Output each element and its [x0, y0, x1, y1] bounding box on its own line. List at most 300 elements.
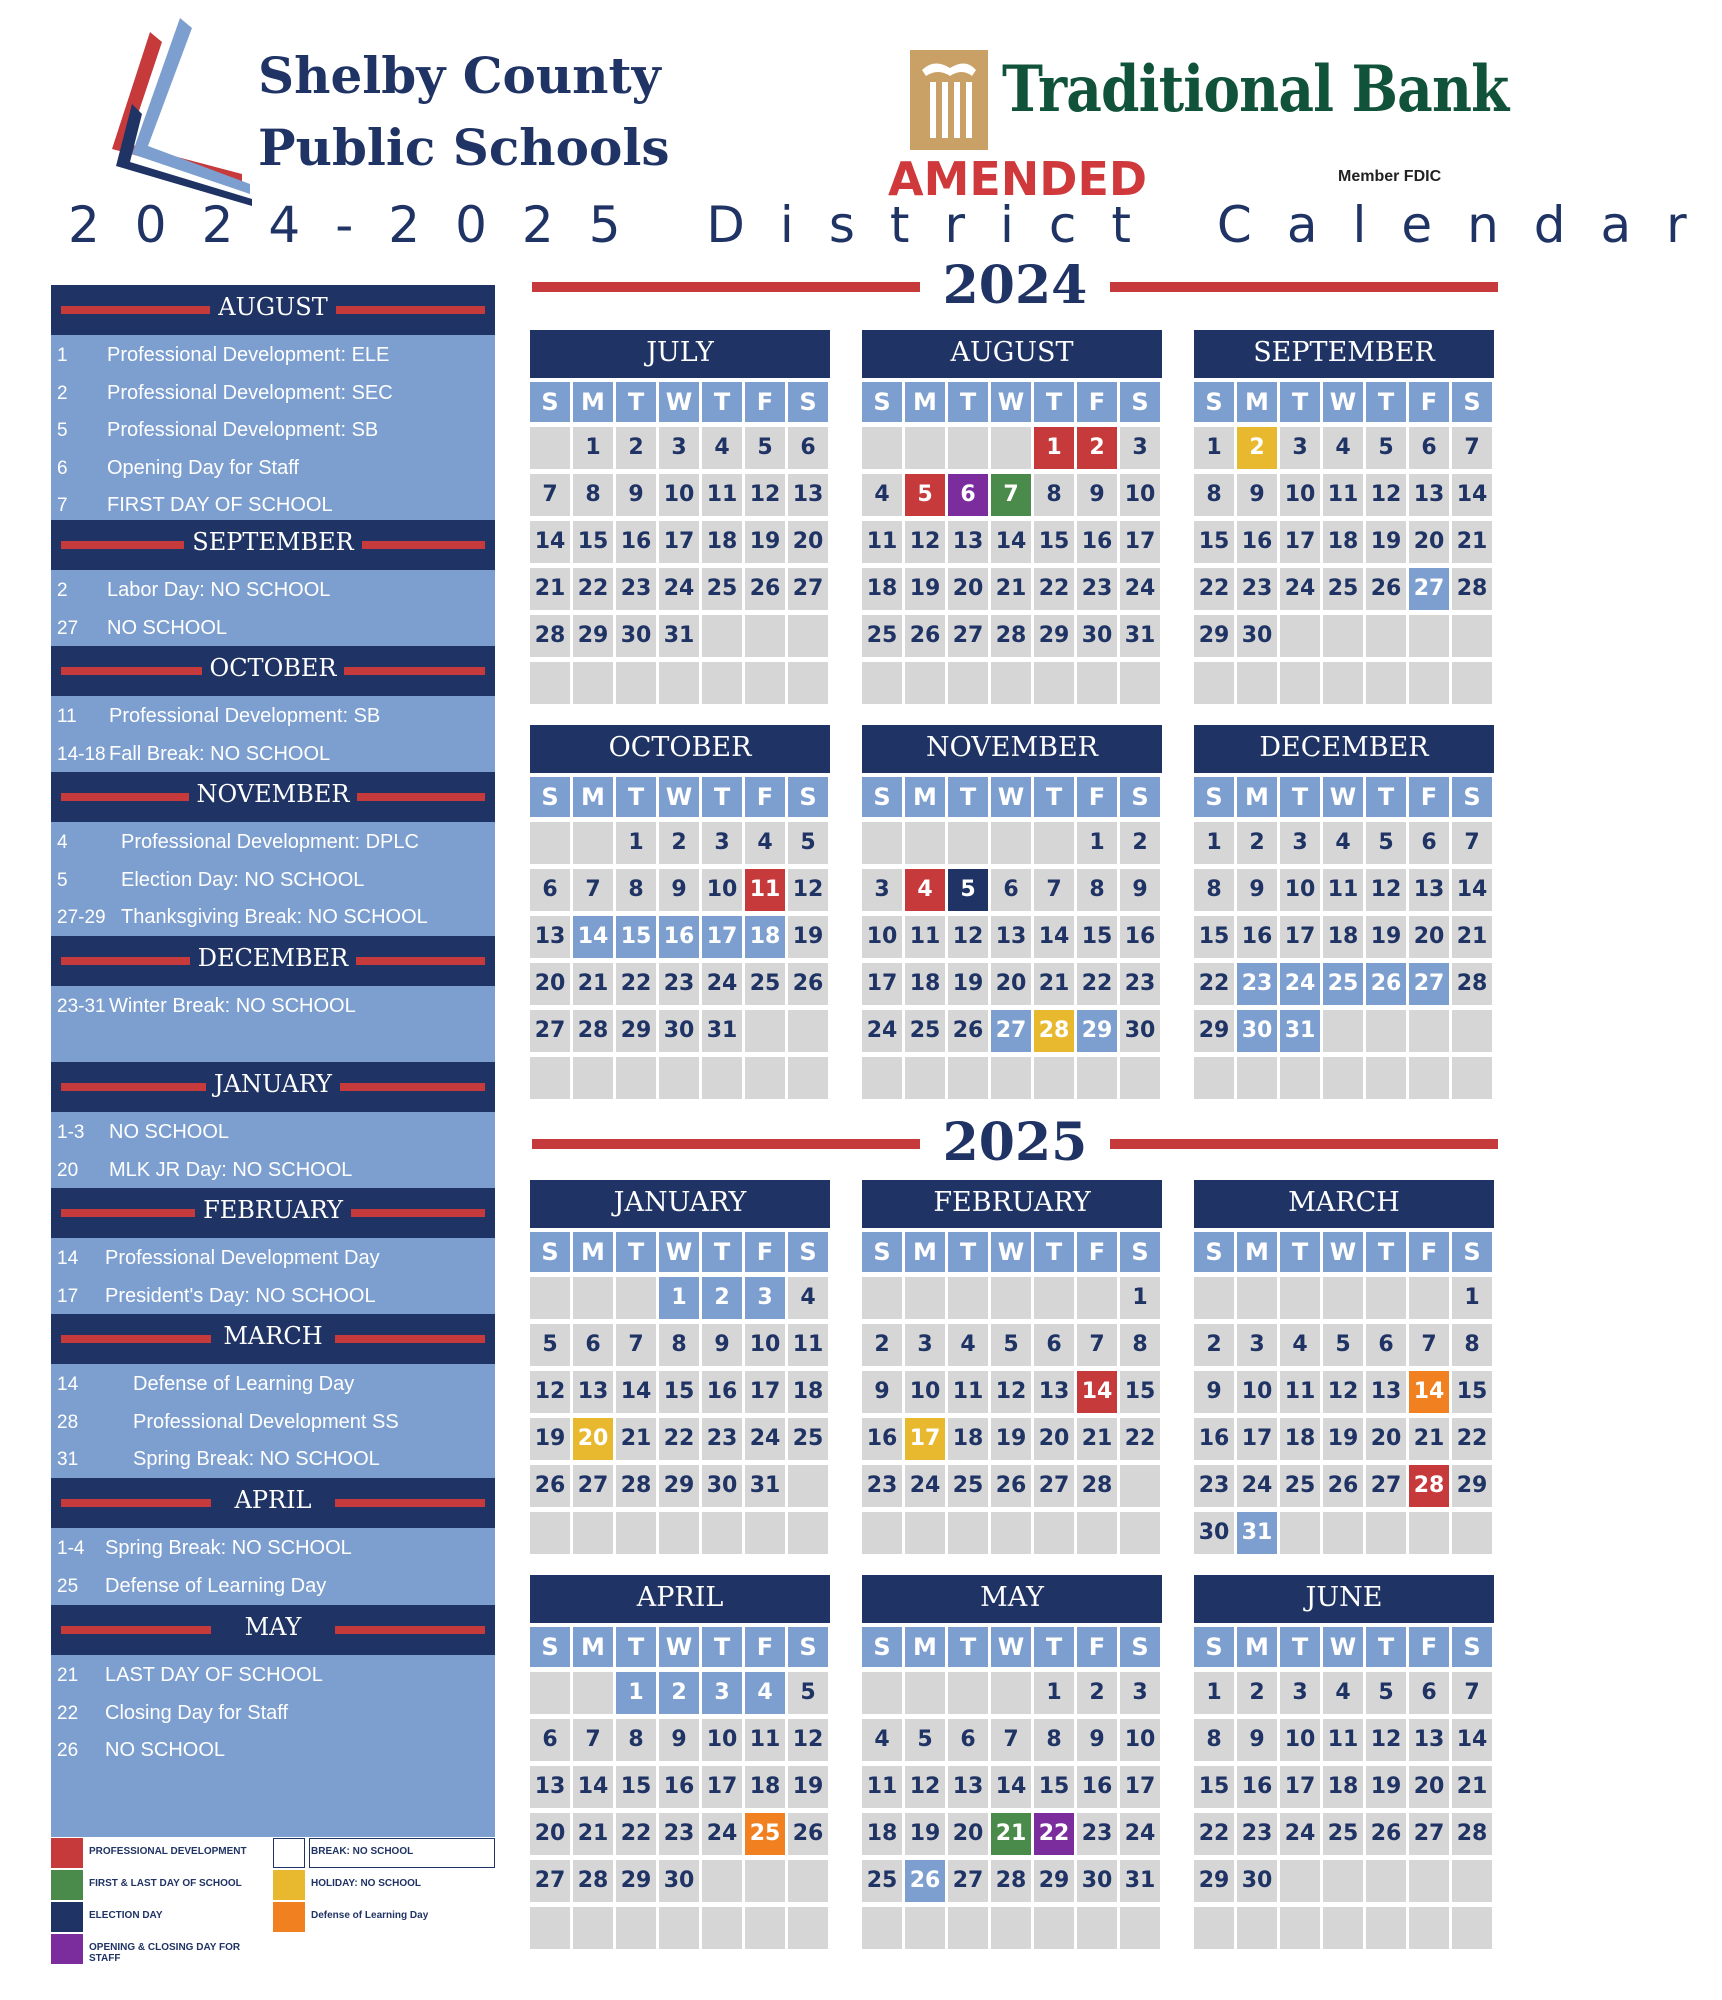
- day-cell: 1: [1194, 822, 1234, 864]
- empty-cell: [905, 822, 945, 864]
- day-cell: 25: [905, 1010, 945, 1052]
- day-cell: 14: [1409, 1371, 1449, 1413]
- weekday-label: T: [1366, 1627, 1406, 1667]
- empty-cell: [616, 1277, 656, 1319]
- sidebar-event: [51, 1568, 495, 1604]
- month-title: AUGUST: [862, 330, 1162, 378]
- empty-cell: [1120, 1057, 1160, 1099]
- empty-cell: [1194, 1907, 1234, 1949]
- day-cell: 3: [659, 427, 699, 469]
- day-cell: 7: [991, 1719, 1031, 1761]
- day-cell: 21: [1452, 1766, 1492, 1808]
- day-cell: 2: [702, 1277, 742, 1319]
- day-cell: 12: [1366, 1719, 1406, 1761]
- day-cell: 13: [991, 916, 1031, 958]
- day-cell: 30: [1077, 615, 1117, 657]
- day-cell: 9: [702, 1324, 742, 1366]
- day-cell: 8: [573, 474, 613, 516]
- day-cell: 12: [948, 916, 988, 958]
- weekday-label: T: [1280, 382, 1320, 422]
- day-cell: 31: [1120, 615, 1160, 657]
- day-cell: 28: [1452, 963, 1492, 1005]
- month-september-2024: [1194, 330, 1494, 715]
- day-cell: 24: [1120, 1813, 1160, 1855]
- empty-cell: [1323, 1512, 1363, 1554]
- day-cell: 27: [1034, 1465, 1074, 1507]
- day-cell: 6: [1034, 1324, 1074, 1366]
- day-cell: 29: [1034, 615, 1074, 657]
- day-cell: 4: [862, 474, 902, 516]
- day-cell: 10: [1280, 474, 1320, 516]
- weekday-label: T: [1280, 1232, 1320, 1272]
- empty-cell: [745, 1860, 785, 1902]
- weekday-label: S: [862, 1627, 902, 1667]
- day-cell: 5: [991, 1324, 1031, 1366]
- weekday-label: S: [788, 777, 828, 817]
- empty-cell: [1077, 662, 1117, 704]
- event-text: Labor Day: NO SCHOOL: [107, 579, 331, 601]
- day-cell: 15: [1452, 1371, 1492, 1413]
- weekday-label: M: [905, 1627, 945, 1667]
- day-cell: 1: [616, 1672, 656, 1714]
- weekday-label: S: [1120, 382, 1160, 422]
- weekday-label: S: [1120, 1627, 1160, 1667]
- day-cell: 11: [905, 916, 945, 958]
- day-cell: 17: [745, 1371, 785, 1413]
- sidebar-event: [51, 899, 495, 935]
- day-cell: 19: [788, 916, 828, 958]
- day-cell: 29: [616, 1860, 656, 1902]
- day-cell: 7: [1409, 1324, 1449, 1366]
- day-cell: 9: [862, 1371, 902, 1413]
- day-cell: 7: [1034, 869, 1074, 911]
- weekday-label: W: [659, 382, 699, 422]
- weekday-label: W: [1323, 382, 1363, 422]
- day-cell: 22: [1120, 1418, 1160, 1460]
- day-cell: 17: [1280, 1766, 1320, 1808]
- empty-cell: [1237, 662, 1277, 704]
- weekday-label: M: [1237, 1627, 1277, 1667]
- month-july-2024: [530, 330, 830, 715]
- day-cell: 23: [616, 568, 656, 610]
- day-cell: 27: [948, 1860, 988, 1902]
- day-cell: 29: [1452, 1465, 1492, 1507]
- weekday-label: W: [1323, 1232, 1363, 1272]
- day-cell: 21: [573, 963, 613, 1005]
- event-text: Opening Day for Staff: [107, 456, 299, 479]
- weekday-label: T: [1034, 1232, 1074, 1272]
- event-date: 23-31: [57, 996, 106, 1017]
- weekday-label: S: [862, 382, 902, 422]
- day-cell: 15: [659, 1371, 699, 1413]
- day-cell: 20: [1409, 916, 1449, 958]
- legend-swatch: [51, 1870, 83, 1900]
- weekday-label: F: [1077, 1232, 1117, 1272]
- weekday-label: M: [1237, 777, 1277, 817]
- day-cell: 9: [616, 474, 656, 516]
- weekday-label: S: [1452, 382, 1492, 422]
- year-banner-2024: [532, 255, 1498, 315]
- month-title: JUNE: [1194, 1575, 1494, 1623]
- empty-cell: [1409, 1907, 1449, 1949]
- day-cell: 7: [1452, 1672, 1492, 1714]
- day-cell: 27: [1409, 1813, 1449, 1855]
- event-text: Fall Break: NO SCHOOL: [109, 742, 331, 765]
- day-cell: 11: [702, 474, 742, 516]
- day-cell: 31: [659, 615, 699, 657]
- empty-cell: [905, 1512, 945, 1554]
- day-cell: 21: [991, 1813, 1031, 1855]
- empty-cell: [1120, 1512, 1160, 1554]
- day-cell: 8: [1452, 1324, 1492, 1366]
- weekday-label: M: [905, 777, 945, 817]
- weekday-label: F: [745, 1627, 785, 1667]
- empty-cell: [905, 1277, 945, 1319]
- event-date: 25: [57, 1575, 79, 1597]
- weekday-label: S: [788, 1232, 828, 1272]
- empty-cell: [1366, 1907, 1406, 1949]
- day-cell: 21: [530, 568, 570, 610]
- empty-cell: [1077, 1512, 1117, 1554]
- event-date: 26: [57, 1740, 79, 1761]
- weekday-label: M: [1237, 1232, 1277, 1272]
- day-cell: 5: [530, 1324, 570, 1366]
- empty-cell: [788, 1057, 828, 1099]
- sidebar-event: [51, 824, 495, 860]
- legend-label: Defense of Learning Day: [311, 1910, 429, 1921]
- day-cell: 25: [1323, 963, 1363, 1005]
- day-cell: 10: [1120, 474, 1160, 516]
- day-cell: 15: [1194, 1766, 1234, 1808]
- empty-cell: [1280, 1057, 1320, 1099]
- empty-cell: [1120, 662, 1160, 704]
- weekday-label: W: [991, 1627, 1031, 1667]
- empty-cell: [1034, 662, 1074, 704]
- empty-cell: [745, 1010, 785, 1052]
- day-cell: 29: [1194, 1010, 1234, 1052]
- empty-cell: [1194, 1277, 1234, 1319]
- month-november-2024: [862, 725, 1162, 1110]
- weekday-label: F: [1409, 1627, 1449, 1667]
- day-cell: 27: [948, 615, 988, 657]
- empty-cell: [948, 1512, 988, 1554]
- day-cell: 4: [905, 869, 945, 911]
- day-cell: 14: [573, 916, 613, 958]
- day-cell: 25: [1280, 1465, 1320, 1507]
- day-cell: 22: [1034, 568, 1074, 610]
- day-cell: 14: [991, 521, 1031, 563]
- weekday-label: F: [745, 1232, 785, 1272]
- day-cell: 12: [530, 1371, 570, 1413]
- empty-cell: [905, 1907, 945, 1949]
- sidebar-month-title: OCTOBER: [51, 654, 495, 682]
- day-cell: 3: [1280, 1672, 1320, 1714]
- day-cell: 2: [616, 427, 656, 469]
- legend-swatch: [51, 1902, 83, 1932]
- empty-cell: [1280, 1277, 1320, 1319]
- day-cell: 17: [1120, 521, 1160, 563]
- day-cell: 12: [1323, 1371, 1363, 1413]
- day-cell: 24: [659, 568, 699, 610]
- day-cell: 25: [948, 1465, 988, 1507]
- year-banner-2025: [532, 1112, 1498, 1172]
- day-cell: 22: [1034, 1813, 1074, 1855]
- day-cell: 18: [745, 916, 785, 958]
- day-cell: 17: [702, 916, 742, 958]
- sidebar-month-header: [51, 936, 495, 986]
- weekday-label: S: [530, 1232, 570, 1272]
- day-cell: 9: [1120, 869, 1160, 911]
- day-cell: 24: [1280, 568, 1320, 610]
- empty-cell: [862, 427, 902, 469]
- sidebar-event: [51, 412, 495, 448]
- sidebar-month-title: NOVEMBER: [51, 780, 495, 808]
- empty-cell: [1452, 615, 1492, 657]
- day-cell: 6: [788, 427, 828, 469]
- empty-cell: [659, 1057, 699, 1099]
- day-cell: 3: [905, 1324, 945, 1366]
- day-cell: 4: [1323, 427, 1363, 469]
- sidebar-event: [51, 1114, 495, 1150]
- empty-cell: [991, 1512, 1031, 1554]
- day-cell: 4: [1280, 1324, 1320, 1366]
- day-cell: 16: [702, 1371, 742, 1413]
- weekday-label: S: [1452, 1627, 1492, 1667]
- weekday-label: W: [991, 382, 1031, 422]
- sidebar-month-header: [51, 646, 495, 696]
- weekday-label: S: [788, 382, 828, 422]
- event-text: Spring Break: NO SCHOOL: [133, 1448, 380, 1470]
- day-cell: 10: [659, 474, 699, 516]
- weekday-label: T: [948, 1627, 988, 1667]
- day-cell: 23: [659, 1813, 699, 1855]
- event-text: Professional Development Day: [105, 1247, 380, 1269]
- day-cell: 20: [530, 963, 570, 1005]
- day-cell: 13: [1409, 869, 1449, 911]
- sidebar-month-header: [51, 1478, 495, 1528]
- day-cell: 6: [1409, 427, 1449, 469]
- day-cell: 13: [1409, 474, 1449, 516]
- month-title: DECEMBER: [1194, 725, 1494, 773]
- day-cell: 4: [745, 822, 785, 864]
- empty-cell: [1366, 615, 1406, 657]
- month-may-2025: [862, 1575, 1162, 1960]
- month-title: SEPTEMBER: [1194, 330, 1494, 378]
- day-cell: 23: [1077, 1813, 1117, 1855]
- weekday-label: T: [1366, 1232, 1406, 1272]
- weekday-label: T: [702, 777, 742, 817]
- day-cell: 13: [530, 1766, 570, 1808]
- day-cell: 6: [948, 1719, 988, 1761]
- day-cell: 8: [1194, 1719, 1234, 1761]
- sidebar-month-header: [51, 285, 495, 335]
- day-cell: 26: [1366, 1813, 1406, 1855]
- empty-cell: [1409, 1277, 1449, 1319]
- weekday-label: T: [616, 1627, 656, 1667]
- day-cell: 10: [1237, 1371, 1277, 1413]
- day-cell: 6: [1409, 822, 1449, 864]
- empty-cell: [573, 1672, 613, 1714]
- empty-cell: [905, 1672, 945, 1714]
- legend-label: HOLIDAY: NO SCHOOL: [311, 1878, 422, 1889]
- empty-cell: [745, 662, 785, 704]
- weekday-label: S: [1194, 777, 1234, 817]
- legend-swatch: [273, 1838, 305, 1868]
- day-cell: 15: [1034, 1766, 1074, 1808]
- empty-cell: [1323, 615, 1363, 657]
- day-cell: 22: [1194, 1813, 1234, 1855]
- day-cell: 13: [1409, 1719, 1449, 1761]
- weekday-label: T: [702, 1627, 742, 1667]
- day-cell: 13: [530, 916, 570, 958]
- weekday-label: W: [1323, 777, 1363, 817]
- day-cell: 26: [530, 1465, 570, 1507]
- empty-cell: [991, 1907, 1031, 1949]
- day-cell: 1: [1194, 427, 1234, 469]
- empty-cell: [1409, 1010, 1449, 1052]
- day-cell: 3: [862, 869, 902, 911]
- day-cell: 7: [573, 1719, 613, 1761]
- day-cell: 15: [616, 1766, 656, 1808]
- weekday-label: T: [1034, 1627, 1074, 1667]
- event-text: Thanksgiving Break: NO SCHOOL: [121, 906, 428, 928]
- day-cell: 12: [905, 521, 945, 563]
- empty-cell: [616, 1907, 656, 1949]
- empty-cell: [948, 822, 988, 864]
- empty-cell: [788, 615, 828, 657]
- weekday-label: S: [1194, 1232, 1234, 1272]
- event-text: LAST DAY OF SCHOOL: [105, 1664, 323, 1686]
- day-cell: 19: [948, 963, 988, 1005]
- empty-cell: [991, 1277, 1031, 1319]
- day-cell: 21: [1077, 1418, 1117, 1460]
- day-cell: 2: [659, 1672, 699, 1714]
- empty-cell: [745, 1512, 785, 1554]
- day-cell: 24: [745, 1418, 785, 1460]
- day-cell: 29: [1077, 1010, 1117, 1052]
- month-april-2025: [530, 1575, 830, 1960]
- day-cell: 9: [1237, 1719, 1277, 1761]
- empty-cell: [573, 1277, 613, 1319]
- day-cell: 3: [1120, 1672, 1160, 1714]
- empty-cell: [1409, 1057, 1449, 1099]
- day-cell: 14: [1452, 474, 1492, 516]
- empty-cell: [1323, 1010, 1363, 1052]
- event-date: 5: [57, 420, 68, 441]
- day-cell: 23: [1237, 963, 1277, 1005]
- day-cell: 26: [788, 963, 828, 1005]
- day-cell: 6: [948, 474, 988, 516]
- sidebar-event: [51, 1657, 495, 1693]
- day-cell: 1: [659, 1277, 699, 1319]
- empty-cell: [788, 1512, 828, 1554]
- sidebar-month-title: MAY: [51, 1613, 495, 1641]
- day-cell: 5: [1323, 1324, 1363, 1366]
- sidebar-event: [51, 1152, 495, 1188]
- event-date: 1-4: [57, 1538, 85, 1559]
- weekday-label: T: [1366, 777, 1406, 817]
- day-cell: 15: [1194, 521, 1234, 563]
- day-cell: 2: [659, 822, 699, 864]
- empty-cell: [1323, 1057, 1363, 1099]
- day-cell: 14: [530, 521, 570, 563]
- weekday-label: F: [1409, 777, 1449, 817]
- day-cell: 24: [1280, 963, 1320, 1005]
- weekday-label: T: [948, 777, 988, 817]
- weekday-label: W: [659, 1232, 699, 1272]
- day-cell: 9: [659, 1719, 699, 1761]
- empty-cell: [788, 1465, 828, 1507]
- day-cell: 16: [1120, 916, 1160, 958]
- day-cell: 24: [702, 1813, 742, 1855]
- day-cell: 6: [1409, 1672, 1449, 1714]
- empty-cell: [1452, 1057, 1492, 1099]
- empty-cell: [1409, 662, 1449, 704]
- day-cell: 6: [530, 1719, 570, 1761]
- day-cell: 29: [659, 1465, 699, 1507]
- day-cell: 1: [1034, 1672, 1074, 1714]
- day-cell: 9: [1237, 869, 1277, 911]
- empty-cell: [948, 1672, 988, 1714]
- day-cell: 24: [1280, 1813, 1320, 1855]
- event-text: Professional Development: SB: [109, 705, 381, 727]
- day-cell: 30: [1077, 1860, 1117, 1902]
- empty-cell: [702, 662, 742, 704]
- empty-cell: [991, 1672, 1031, 1714]
- empty-cell: [616, 662, 656, 704]
- sidebar-month-header: [51, 1605, 495, 1655]
- empty-cell: [991, 822, 1031, 864]
- event-text: Spring Break: NO SCHOOL: [105, 1537, 352, 1559]
- day-cell: 16: [1237, 916, 1277, 958]
- weekday-label: M: [573, 1627, 613, 1667]
- empty-cell: [573, 822, 613, 864]
- empty-cell: [1077, 1907, 1117, 1949]
- day-cell: 29: [573, 615, 613, 657]
- legend: [51, 1838, 495, 1978]
- day-cell: 30: [1237, 1010, 1277, 1052]
- day-cell: 18: [1323, 1766, 1363, 1808]
- sidebar-event: [51, 862, 495, 898]
- day-cell: 8: [1034, 474, 1074, 516]
- empty-cell: [1280, 615, 1320, 657]
- empty-cell: [948, 1057, 988, 1099]
- day-cell: 26: [1323, 1465, 1363, 1507]
- day-cell: 22: [616, 1813, 656, 1855]
- day-cell: 3: [702, 822, 742, 864]
- day-cell: 22: [659, 1418, 699, 1460]
- weekday-label: T: [1366, 382, 1406, 422]
- day-cell: 7: [573, 869, 613, 911]
- day-cell: 25: [788, 1418, 828, 1460]
- day-cell: 16: [1077, 1766, 1117, 1808]
- weekday-label: S: [1452, 1232, 1492, 1272]
- day-cell: 31: [702, 1010, 742, 1052]
- day-cell: 23: [1194, 1465, 1234, 1507]
- day-cell: 19: [1366, 521, 1406, 563]
- bank-name: Traditional Bank: [1002, 52, 1509, 127]
- day-cell: 28: [530, 615, 570, 657]
- day-cell: 1: [1120, 1277, 1160, 1319]
- day-cell: 11: [948, 1371, 988, 1413]
- sidebar-month-title: JANUARY: [51, 1070, 495, 1098]
- day-cell: 17: [1120, 1766, 1160, 1808]
- day-cell: 16: [1237, 1766, 1277, 1808]
- day-cell: 30: [616, 615, 656, 657]
- day-cell: 30: [1120, 1010, 1160, 1052]
- day-cell: 27: [573, 1465, 613, 1507]
- empty-cell: [1452, 662, 1492, 704]
